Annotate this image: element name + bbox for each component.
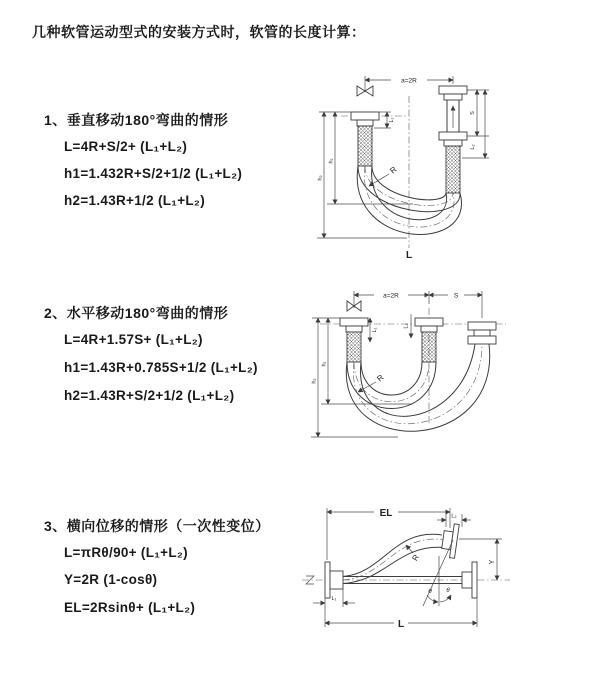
dim-label-h1: h₁ [321,361,328,367]
dim-label-L: L [405,250,413,261]
dimension-h1-h2 [311,318,412,437]
dimension-s-l2 [462,90,489,158]
dim-label-h2: h₂ [311,378,318,384]
dim-label-r: R [388,164,399,176]
dim-label-l1: L₁ [372,327,378,333]
dim-label-h1: h₁ [328,158,335,164]
dim-label-l1: L₁ [331,596,337,602]
section-1-heading: 1、垂直移动180°弯曲的情形 [44,112,229,128]
right-connector [439,86,467,193]
dimension-a2r-s [354,291,482,318]
dim-label-h2: h₂ [317,175,324,181]
hose-displaced-position [343,523,459,584]
dim-label-s: S [470,111,476,115]
diagram-horizontal-u-bend [306,282,596,462]
top-flange [441,523,460,559]
angle-theta [423,540,453,606]
dim-label-s: S [453,292,459,300]
dim-label-a2r: a=2R [383,292,399,300]
dim-label-l1: L₁ [389,117,395,123]
dim-label-l2: L₂ [470,144,476,150]
section-1-formula-L: L=4R+S/2+ (L₁+L₂) [64,139,188,154]
dimension-l1 [313,589,355,607]
section-3-formula-L: L=πRθ/90+ (L₁+L₂) [64,545,188,560]
middle-connector [415,318,443,362]
dim-label-L: L [397,619,405,630]
diagram-vertical-u-bend [305,66,595,266]
radius-leader [358,373,386,392]
dim-label-a2r: a=2R [401,77,417,85]
dim-label-l2: L₂ [451,513,457,520]
section-2-formula-h1: h1=1.43R+0.785S+1/2 (L₁+L₂) [64,360,258,375]
left-connector [340,318,368,362]
section-2-formula-h2: h2=1.43R+S/2+1/2 (L₁+L₂) [64,388,235,403]
dim-label-theta: θ [428,588,432,595]
shifted-connector [468,322,496,344]
dim-label-r: R [375,372,386,384]
hose-position-2 [346,344,489,431]
left-flange [325,562,343,598]
section-3-heading: 3、横向位移的情形（一次性变位） [44,518,270,534]
page-title: 几种软管运动型式的安装方式时，软管的长度计算： [32,24,366,40]
section-1-formula-h2: h2=1.43R+1/2 (L₁+L₂) [64,193,206,208]
section-3-formula-EL: EL=2Rsinθ+ (L₁+L₂) [64,600,196,615]
dim-label-y: Y [489,559,496,565]
left-connector [351,112,379,166]
section-2-heading: 2、水平移动180°弯曲的情形 [44,305,229,321]
dim-label-el: EL [379,508,393,519]
radius-leader [369,165,399,186]
section-1-formula-h1: h1=1.432R+S/2+1/2 (L₁+L₂) [64,166,243,181]
dim-label-l2: L₂ [403,323,410,329]
diagram-lateral-displacement [296,500,600,648]
section-3-formula-Y: Y=2R (1-cosθ) [64,572,158,587]
section-2-formula-L: L=4R+1.57S+ (L₁+L₂) [64,332,203,347]
dim-label-r: R [410,552,422,563]
dim-label-theta-2: θ [446,588,450,594]
dimension-l1-l2 [370,314,411,342]
